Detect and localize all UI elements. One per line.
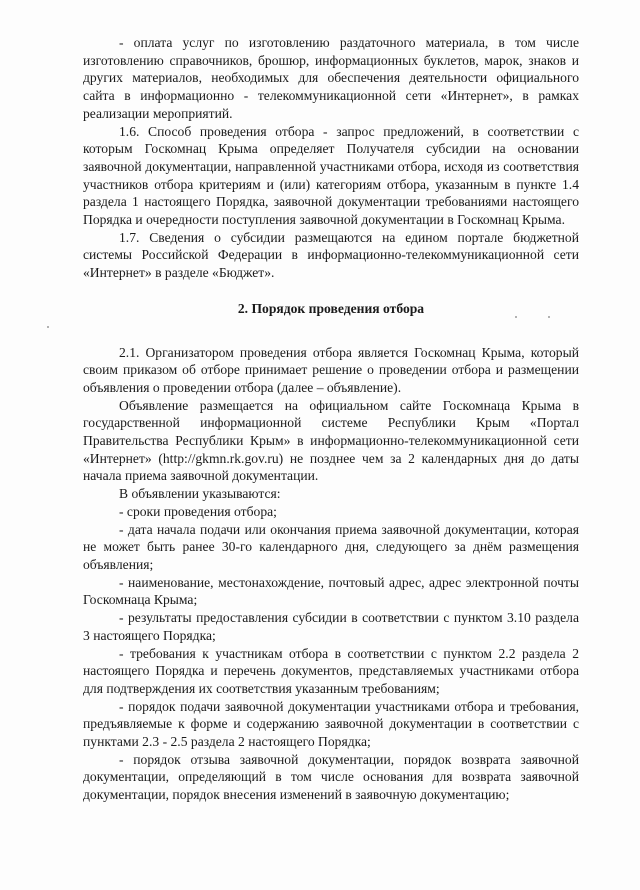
scan-speck <box>47 326 49 328</box>
list-item-results: - результаты предоставления субсидии в соответствии с пунктом 3.10 раздела 3 настоящего Порядка; <box>83 610 579 643</box>
scan-speck <box>548 316 550 318</box>
list-item-timing: - сроки проведения отбора; <box>119 503 277 519</box>
document-body <box>83 34 579 804</box>
paragraph-1-6: 1.6. Способ проведения отбора - запрос предложений, в соответствии с которым Госкомнац Крыма определяет Получателя субсидии на основании заявочной документации, направленной участниками отбора, исходя из соответствия участников отбора критериям и (или) категориям отбора, указанным в пункте 1.4 раздела 1 настоящего Порядка, заявочной документации требованиями настоящего Порядка и очередности поступления заявочной документации в Госкомнац Крыма. <box>83 123 579 228</box>
paragraph-payment-services: - оплата услуг по изготовлению раздаточного материала, в том числе изготовлению справочников, брошюр, информационных буклетов, марок, знаков и других материалов, необходимых для обеспечения деятельности официального сайта в информационно - телекоммуникационной сети «Интернет», в рамках реализации мероприятий. <box>83 35 579 121</box>
paragraph-2-1: 2.1. Организатором проведения отбора является Госкомнац Крыма, который своим приказом об отборе принимает решение о проведении отбора и размещении объявления о проведении отбора (далее – объявление). <box>83 344 579 395</box>
scan-speck <box>515 316 517 318</box>
paragraph-announcement-contents: В объявлении указываются: <box>119 486 281 502</box>
list-item-withdrawal: - порядок отзыва заявочной документации, порядок возврата заявочной документации, определяющий в том числе основания для возврата заявочной документации, порядок внесения изменений в заявочную документацию; <box>83 751 579 803</box>
paragraph-announcement: Объявление размещается на официальном сайте Госкомнаца Крыма в государственной информационной системе Республики Крым «Портал Правительства Республики Крым» в информационно-телекоммуникационной сети «Интернет» (http://gkmn.rk.gov.ru) не позднее чем за 2 календарных дня до даты начала приема заявочной документации. <box>83 397 579 484</box>
list-item-submission: - порядок подачи заявочной документации участниками отбора и требования, предъявляемые к форме и содержанию заявочной документации в соответствии с пунктами 2.3 - 2.5 раздела 2 настоящего Порядка; <box>83 698 579 750</box>
list-item-requirements: - требования к участникам отбора в соответствии с пунктом 2.2 раздела 2 настоящего Порядка и перечень документов, представляемых участниками отбора для подтверждения их соответствия указанным требованиям; <box>83 645 579 696</box>
paragraph-1-7: 1.7. Сведения о субсидии размещаются на едином портале бюджетной системы Российской Федерации в информационно-телекоммуникационной сети «Интернет» в разделе «Бюджет». <box>83 229 579 281</box>
list-item-dates: - дата начала подачи или окончания приема заявочной документации, которая не может быть ранее 30-го календарного дня, следующего за днём размещения объявления; <box>83 521 579 572</box>
section-heading: 2. Порядок проведения отбора <box>237 300 425 316</box>
list-item-contacts: - наименование, местонахождение, почтовый адрес, адрес электронной почты Госкомнаца Крыма; <box>83 574 579 608</box>
